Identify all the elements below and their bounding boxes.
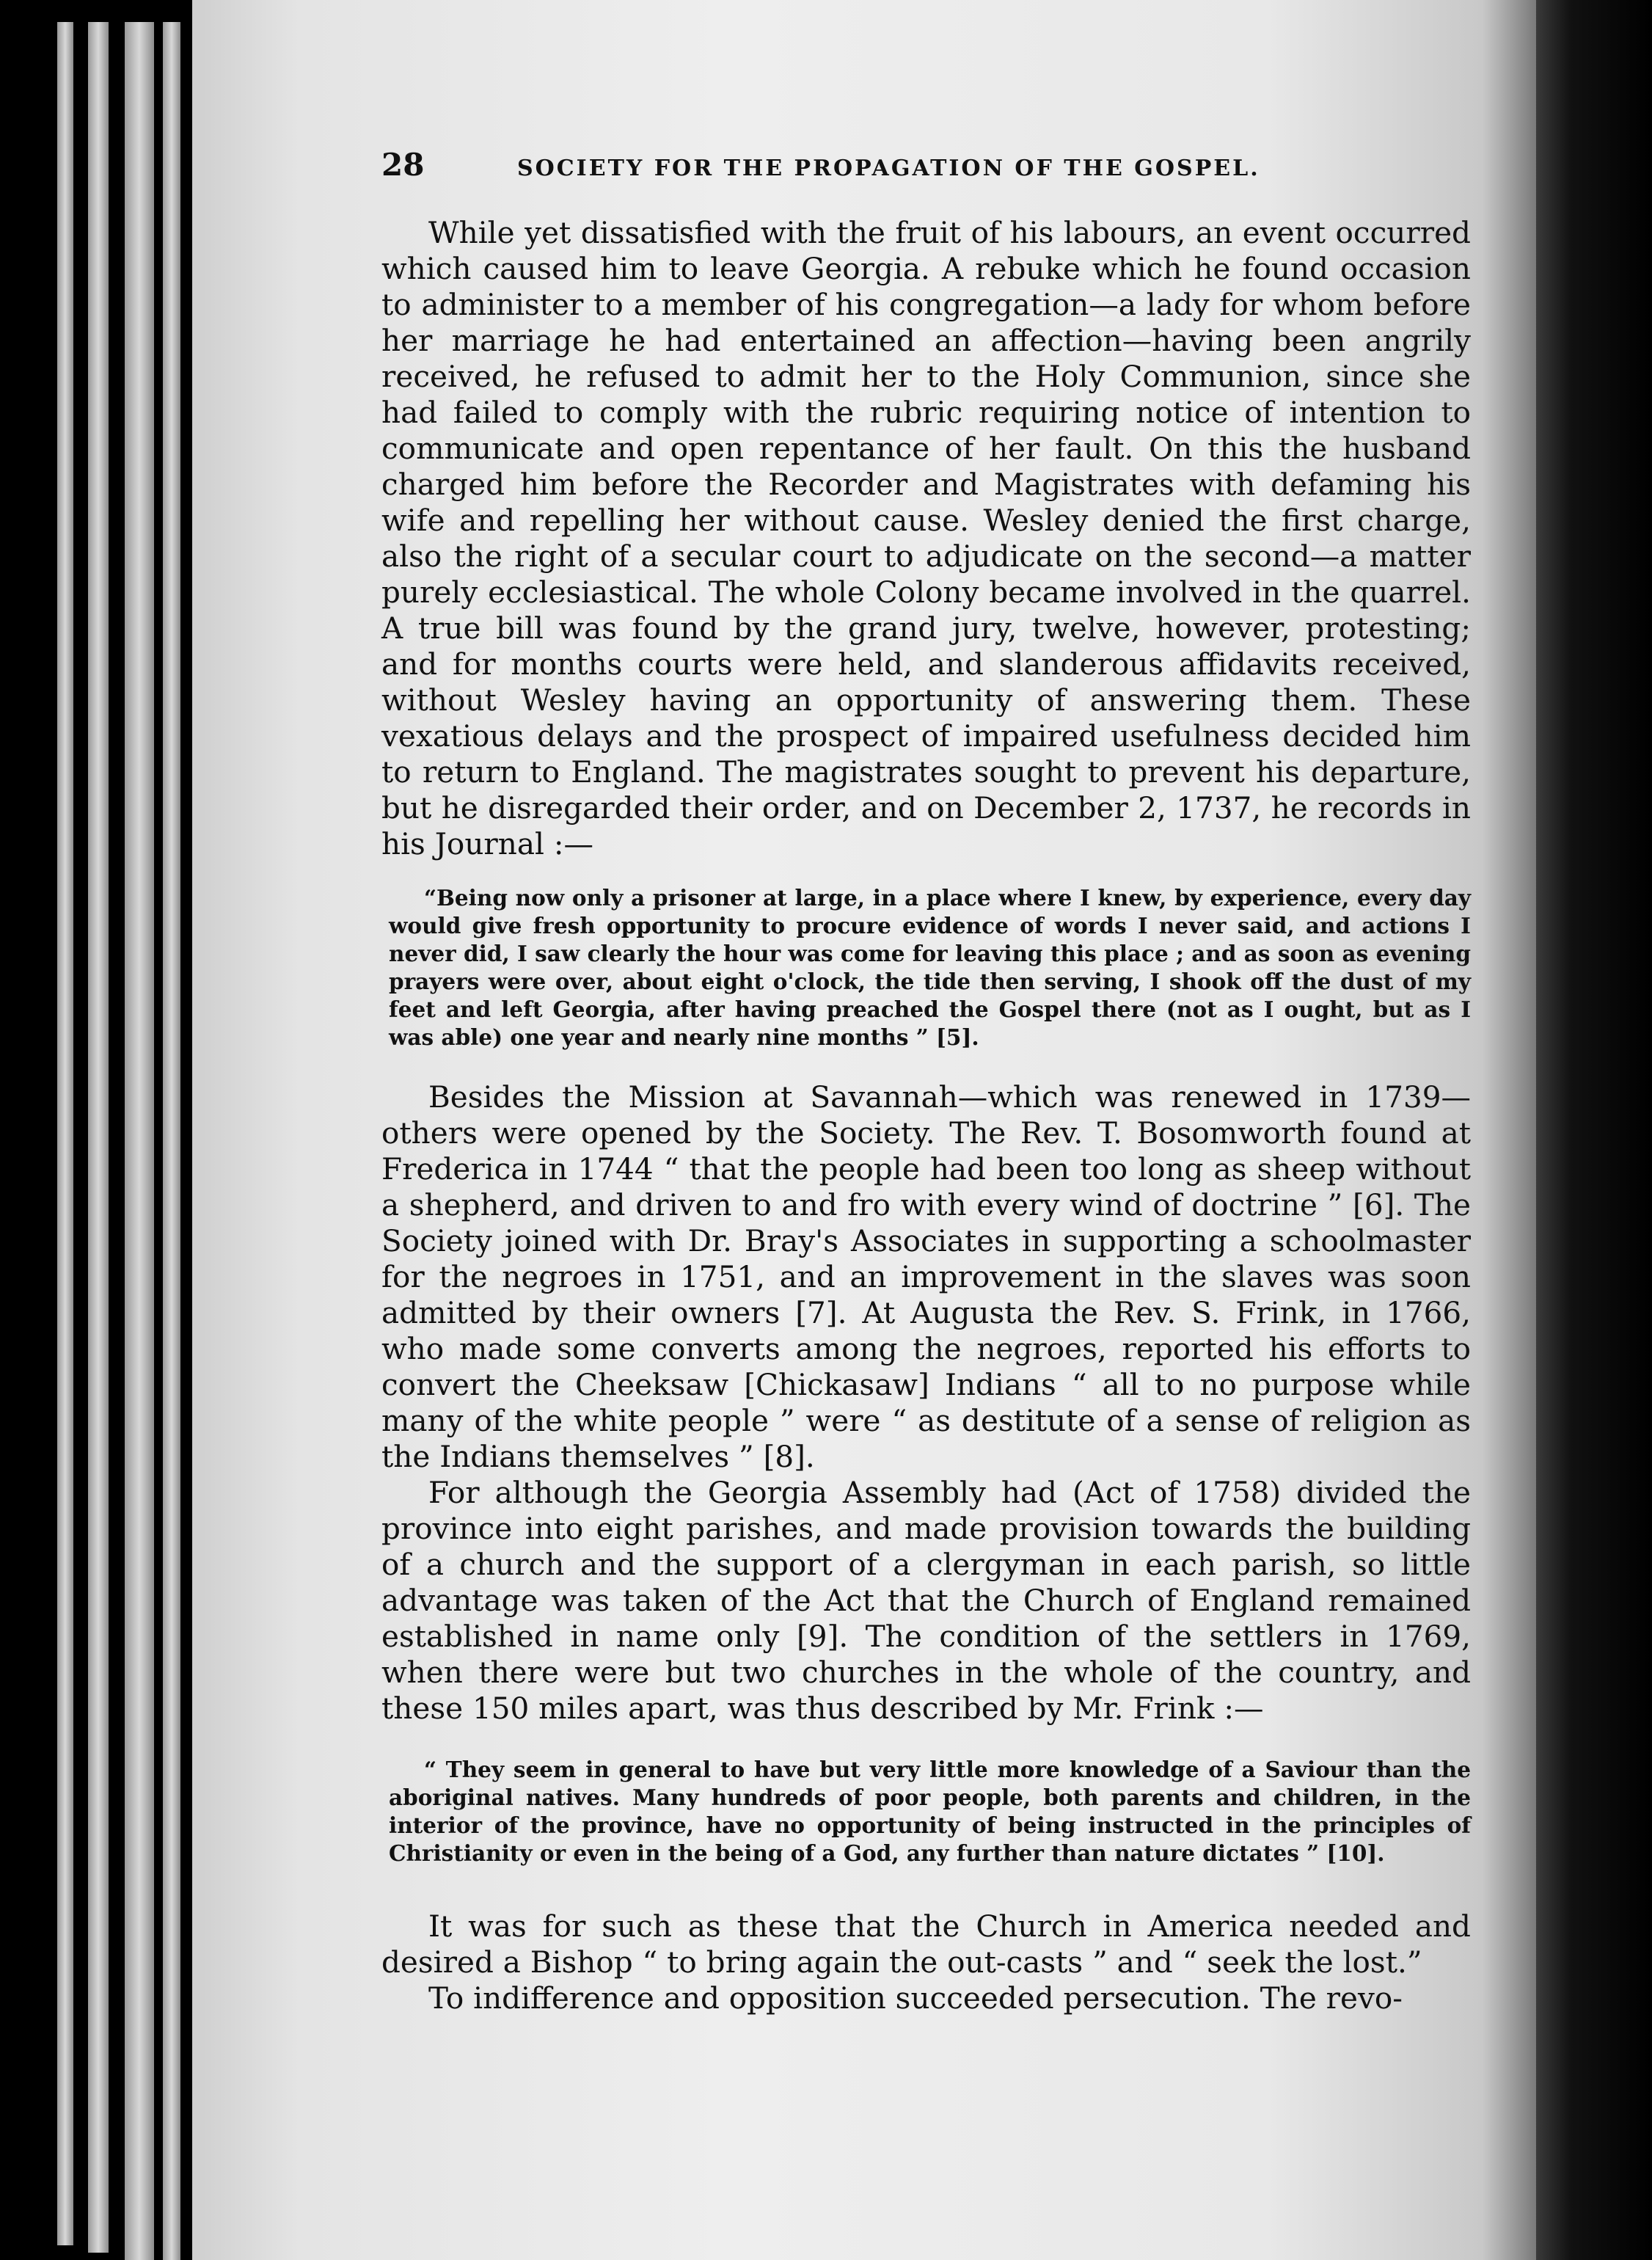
- paragraph: While yet dissatisfied with the fruit of his labours, an event occurred which caused him to leave Georgia. A rebuke which he found occasion to administer to a member of his congregation—a lady for whom before her marriage he had entertained an affection—having been angrily received, he refused to admit her to the Holy Communion, since she had failed to comply with the rubric requiring notice of intention to communicate and open repentance of her fault. On this the husband charged him before the Recorder and Magistrates with defaming his wife and repelling her without cause. Wesley denied the first charge, also the right of a secular court to adjudicate on the second—a matter purely ecclesiastical. The whole Colony became involved in the quarrel. A true bill was found by the grand jury, twelve, however, protesting; and for months courts were held, and slanderous affidavits received, without Wesley having an opportunity of answering them. These vexatious delays and the prospect of impaired usefulness decided him to return to England. The magistrates sought to prevent his departure, but he disregarded their order, and on December 2, 1737, he records in his Journal :—: [381, 215, 1471, 861]
- page-edge: [125, 22, 154, 2260]
- block-quote: “Being now only a prisoner at large, in a place where I knew, by experience, every day would give fresh opportunity to procure evidence of words I never said, and actions I never did, I saw clearly the hour was come for leaving this place ; and as soon as evening prayers were over, about eight o'clock, the tide then serving, I shook off the dust of my feet and left Georgia, after having preached the Gospel there (not as I ought, but as I was able) one year and nearly nine months ” [5].: [389, 885, 1471, 1050]
- page-content: [381, 147, 1471, 2016]
- running-title: SOCIETY FOR THE PROPAGATION OF THE GOSPEL.: [517, 156, 1260, 181]
- page-edge: [163, 22, 180, 2260]
- page-edge: [57, 22, 73, 2245]
- running-head: [381, 147, 1471, 183]
- paragraph: For although the Georgia Assembly had (Act of 1758) divided the province into eight parishes, and made provision towards the building of a church and the support of a clergyman in each parish, so little advantage was taken of the Act that the Church of England remained established in name only [9]. The condition of the settlers in 1769, when there were but two churches in the whole of the country, and these 150 miles apart, was thus described by Mr. Frink :—: [381, 1475, 1471, 1726]
- scan-border-left: [0, 0, 198, 2260]
- block-quote: “ They seem in general to have but very little more knowledge of a Saviour than the aboriginal natives. Many hundreds of poor people, both parents and children, in the interior of the province, have no opportunity of being instructed in the principles of Christianity or even in the being of a God, any further than nature dictates ” [10].: [389, 1757, 1471, 1866]
- paragraph: To indifference and opposition succeeded persecution. The revo-: [428, 1980, 1403, 2016]
- page-number: 28: [381, 147, 425, 183]
- book-spine-shadow: [1536, 0, 1652, 2260]
- paragraph: Besides the Mission at Savannah—which was renewed in 1739—others were opened by the Society. The Rev. T. Bosomworth found at Frederica in 1744 “ that the people had been too long as sheep without a shepherd, and driven to and fro with every wind of doctrine ” [6]. The Society joined with Dr. Bray's Associates in supporting a schoolmaster for the negroes in 1751, and an improvement in the slaves was soon admitted by their owners [7]. At Augusta the Rev. S. Frink, in 1766, who made some converts among the negroes, reported his efforts to convert the Cheeksaw [Chickasaw] Indians “ all to no purpose while many of the white people ” were “ as destitute of a sense of religion as the Indians themselves ” [8].: [381, 1079, 1471, 1474]
- paragraph: It was for such as these that the Church in America needed and desired a Bishop “ to bring again the out-casts ” and “ seek the lost.”: [381, 1909, 1471, 1980]
- page-edge: [88, 22, 109, 2253]
